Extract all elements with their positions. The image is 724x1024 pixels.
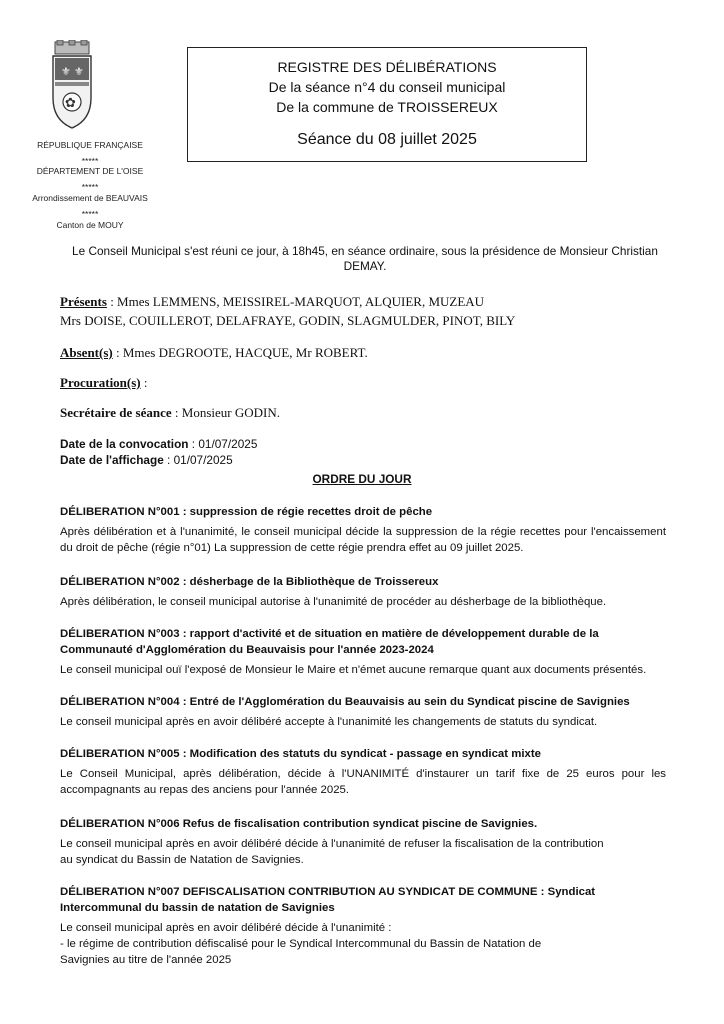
dates-block xyxy=(60,436,257,468)
deliberation-heading: DÉLIBERATION N°005 : Modification des statuts du syndicat - passage en syndicat mixte xyxy=(60,748,541,760)
svg-text:✿: ✿ xyxy=(65,95,76,110)
admin-canton: Canton de MOUY xyxy=(56,220,124,230)
commune-coat-of-arms xyxy=(50,40,94,130)
admin-departement: DÉPARTEMENT DE L'OISE xyxy=(36,166,144,176)
procurations-label: Procuration(s) xyxy=(60,375,141,390)
seance-date: Séance du 08 juillet 2025 xyxy=(297,131,477,148)
absents-value: : Mmes DEGROOTE, HACQUE, Mr ROBERT. xyxy=(112,345,368,360)
deliberation-006 xyxy=(60,816,666,868)
deliberation-heading: DÉLIBERATION N°002 : désherbage de la Bibliothèque de Troissereux xyxy=(60,576,439,588)
secretaire-value: : Monsieur GODIN. xyxy=(171,405,280,420)
deliberation-body: Le Conseil Municipal, après délibération, décide à l'UNANIMITÉ d'instaurer un tarif fixe de 25 euros pour les accompagnants au repas des anciens pour l'année 2025. xyxy=(60,768,666,796)
deliberation-001 xyxy=(60,504,666,556)
deliberation-heading: DÉLIBERATION N°003 : rapport d'activité et de situation en matière de développement durable de la Communauté d'Agglomération du Beauvaisis pour l'année 2023-2024 xyxy=(60,628,599,656)
presents-label: Présents xyxy=(60,294,107,309)
secretaire-label: Secrétaire de séance xyxy=(60,405,172,420)
deliberation-body-line: Le conseil municipal après en avoir délibéré décide à l'unanimité de refuser la fiscalisation de la contribution xyxy=(60,838,604,850)
deliberation-body-line: Le conseil municipal après en avoir délibéré décide à l'unanimité : xyxy=(60,922,392,934)
svg-text:⚜: ⚜ xyxy=(74,66,84,78)
secretaire-block xyxy=(60,403,680,422)
deliberation-heading: DÉLIBERATION N°007 DEFISCALISATION CONTRIBUTION AU SYNDICAT DE COMMUNE : Syndicat Intercommunal du bassin de natation de Savignies xyxy=(60,886,596,914)
affichage-value: : 01/07/2025 xyxy=(163,453,233,467)
deliberation-005 xyxy=(60,746,666,798)
deliberation-004 xyxy=(60,694,666,730)
absents-block xyxy=(60,343,680,362)
deliberation-heading: DÉLIBERATION N°001 : suppression de régie recettes droit de pêche xyxy=(60,506,433,518)
absents-label: Absent(s) xyxy=(60,345,113,360)
deliberation-body: Le conseil municipal après en avoir délibéré accepte à l'unanimité les changements de statuts du syndicat. xyxy=(60,716,598,728)
deliberation-007 xyxy=(60,884,666,968)
ordre-du-jour-heading: ORDRE DU JOUR xyxy=(312,472,412,486)
affichage-label: Date de l'affichage xyxy=(60,453,164,467)
deliberation-heading: DÉLIBERATION N°006 Refus de fiscalisation contribution syndicat piscine de Savignies. xyxy=(60,818,538,830)
intro-text: Le Conseil Municipal s'est réuni ce jour, à 18h45, en séance ordinaire, sous la présidence de Monsieur Christian DEMAY. xyxy=(72,244,658,273)
svg-text:⚜: ⚜ xyxy=(61,66,71,78)
deliberation-body: Après délibération et à l'unanimité, le conseil municipal décide la suppression de la régie recettes pour l'encaissement du droit de pêche (régie n°01) La suppression de cette régie prendra effet au 09 juillet 2025. xyxy=(60,526,666,554)
admin-separator: ***** xyxy=(81,156,99,166)
title-line-2: De la séance n°4 du conseil municipal xyxy=(268,79,506,95)
presents-block xyxy=(60,292,680,330)
deliberation-body-line: au syndicat du Bassin de Natation de Savignies. xyxy=(60,854,304,866)
admin-separator: ***** xyxy=(81,182,99,192)
deliberation-heading: DÉLIBERATION N°004 : Entré de l'Agglomération du Beauvaisis au sein du Syndicat piscine de Savignies xyxy=(60,696,630,708)
admin-arrondissement: Arrondissement de BEAUVAIS xyxy=(32,193,148,203)
deliberation-002 xyxy=(60,574,666,610)
admin-separator: ***** xyxy=(81,209,99,219)
title-line-3: De la commune de TROISSEREUX xyxy=(276,99,498,115)
procurations-value: : xyxy=(140,375,148,390)
convocation-value: : 01/07/2025 xyxy=(188,437,258,451)
procurations-block xyxy=(60,373,680,392)
presents-line-2: Mrs DOISE, COUILLEROT, DELAFRAYE, GODIN, SLAGMULDER, PINOT, BILY xyxy=(60,313,516,328)
admin-republique: RÉPUBLIQUE FRANÇAISE xyxy=(37,140,143,150)
deliberation-body: Le conseil municipal ouï l'exposé de Monsieur le Maire et n'émet aucune remarque quant aux documents présentés. xyxy=(60,664,647,676)
presents-line-1: : Mmes LEMMENS, MEISSIREL-MARQUOT, ALQUIER, MUZEAU xyxy=(106,294,485,309)
convocation-label: Date de la convocation xyxy=(60,437,189,451)
deliberation-body: Après délibération, le conseil municipal autorise à l'unanimité de procéder au désherbage de la bibliothèque. xyxy=(60,596,607,608)
title-box xyxy=(187,47,587,162)
deliberation-body-line: - le régime de contribution défiscalisé pour le Syndical Intercommunal du Bassin de Natation de xyxy=(60,938,542,950)
deliberation-body-line: Savignies au titre de l'année 2025 xyxy=(60,954,232,966)
deliberation-003 xyxy=(60,626,666,678)
title-line-1: REGISTRE DES DÉLIBÉRATIONS xyxy=(277,59,497,75)
